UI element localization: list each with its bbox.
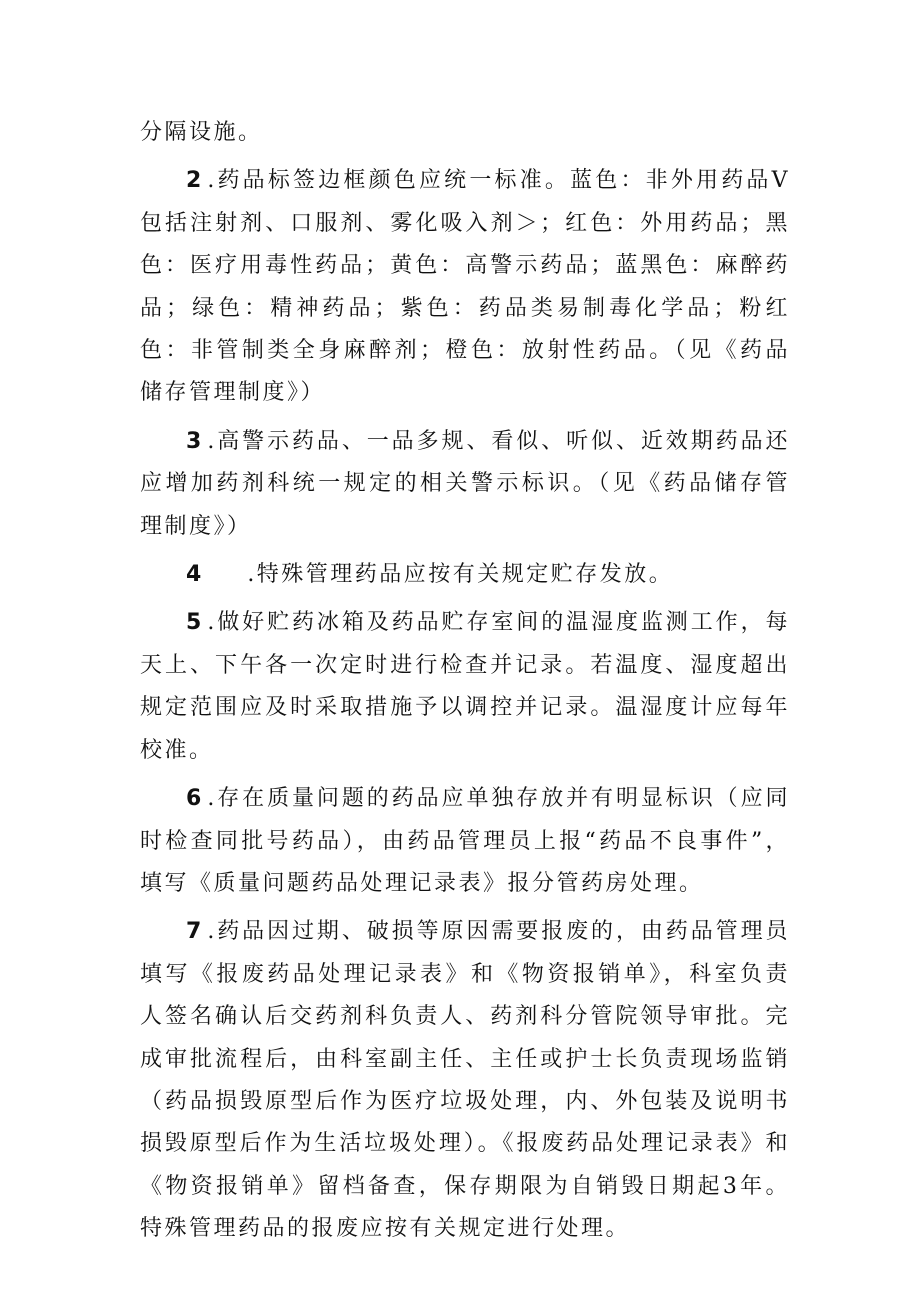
paragraph-text: .药品标签边框颜色应统一标准。蓝色：非外用药品V包括注射剂、口服剂、雾化吸入剂＞；红色：外用药品；黑色：医疗用毒性药品；黄色：高警示药品；蓝黑色：麻醉药品；绿色：精神药品；紫色：药品类易制毒化学品；粉红色：非管制类全身麻醉剂；橙色：放射性药品。（见《药品储存管理制度》） [140,168,790,406]
item-number: 7 [186,919,202,945]
paragraph-item-6 [140,778,790,905]
item-number: 2 [186,168,202,194]
item-number: 3 [186,428,202,454]
paragraph-item-4 [140,554,790,596]
paragraph-text: 分隔设施。 [140,120,263,145]
document-page [140,112,790,1257]
item-number: 5 [186,610,202,636]
paragraph-text: .特殊管理药品应按有关规定贮存发放。 [247,562,674,588]
paragraph-continuation [140,112,790,154]
paragraph-text: .做好贮药冰箱及药品贮存室间的温湿度监测工作，每天上、下午各一次定时进行检查并记录。若温度、湿度超出规定范围应及时采取措施予以调控并记录。温湿度计应每年校准。 [140,610,790,763]
paragraph-text: .药品因过期、破损等原因需要报废的，由药品管理员填写《报废药品处理记录表》和《物资报销单》，科室负责人签名确认后交药剂科负责人、药剂科分管院领导审批。完成审批流程后，由科室副主任、主任或护士长负责现场监销（药品损毁原型后作为医疗垃圾处理，内、外包装及说明书损毁原型后作为生活垃圾处理）。《报废药品处理记录表》和《物资报销单》留档备查，保存期限为自销毁日期起3年。特殊管理药品的报废应按有关规定进行处理。 [140,919,790,1242]
item-number: 6 [186,786,202,812]
paragraph-item-5 [140,602,790,772]
paragraph-item-2 [140,160,790,414]
paragraph-item-7 [140,911,790,1250]
paragraph-text: .高警示药品、一品多规、看似、听似、近效期药品还应增加药剂科统一规定的相关警示标识。（见《药品储存管理制度》） [140,428,790,539]
paragraph-text: .存在质量问题的药品应单独存放并有明显标识（应同时检查同批号药品），由药品管理员上报“药品不良事件”，填写《质量问题药品处理记录表》报分管药房处理。 [140,786,790,896]
paragraph-item-3 [140,421,790,548]
item-number: 4 [186,562,202,588]
